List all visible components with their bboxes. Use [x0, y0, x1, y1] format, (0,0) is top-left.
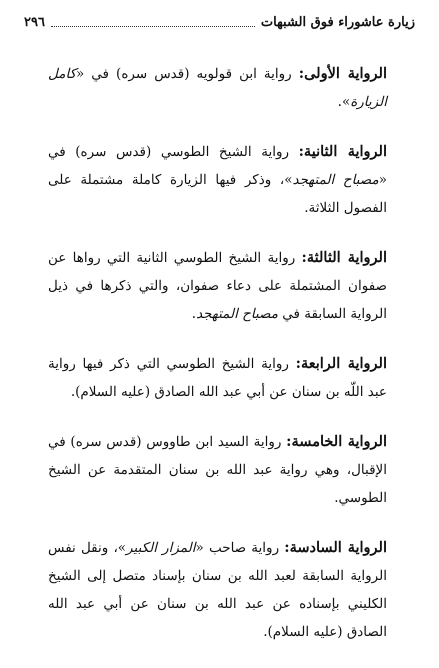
book-title: كامل الزيارة — [48, 66, 387, 110]
header-dot-leader — [51, 18, 255, 27]
paragraph-text-tail: »، وذكر فيها الزيارة كاملة مشتملة على الفصول الثلاثة. — [48, 172, 387, 216]
paragraph-text: رواية صاحب « — [195, 540, 285, 556]
paragraph-label: الرواية الأولى: — [298, 65, 387, 82]
paragraph-label: الرواية الخامسة: — [286, 433, 387, 450]
paragraph-label: الرواية السادسة: — [284, 539, 387, 556]
paragraph-text: رواية السيد ابن طاووس (قدس سره) في الإقبال، وهي رواية عبد الله بن سنان المتقدمة عن الشيخ الطوسي. — [48, 434, 387, 506]
paragraph-label: الرواية الثالثة: — [301, 249, 387, 266]
paragraph-label: الرواية الرابعة: — [295, 355, 387, 372]
running-header — [24, 10, 415, 34]
paragraph-text-tail: ». — [337, 94, 351, 110]
page-number: ٢٩٦ — [24, 14, 45, 30]
body-text — [48, 60, 387, 668]
paragraph-text: رواية الشيخ الطوسي الثانية التي رواها عن صفوان المشتملة على دعاء صفوان، والتي ذكرها في ذيل الرواية السابقة في — [48, 250, 387, 322]
header-title: زيارة عاشوراء فوق الشبهات — [260, 14, 415, 30]
paragraph-text: رواية الشيخ الطوسي التي ذكر فيها رواية عبد اللّه بن سنان عن أبي عبد الله الصادق (عليه السلام). — [48, 356, 387, 400]
paragraph-label: الرواية الثانية: — [298, 143, 387, 160]
paragraph-text-tail: . — [191, 306, 197, 322]
book-title: المزار الكبير — [126, 540, 196, 556]
paragraph-text: رواية الشيخ الطوسي (قدس سره) في « — [48, 144, 387, 188]
paragraph-text-tail: »، ونقل نفس الرواية السابقة لعبد الله بن سنان بإسناد متصل إلى الشيخ الكليني بإسناده عن عبد الله بن سنان عن أبي عبد الله الصادق (عليه السلام). — [48, 540, 387, 640]
paragraph-narration-6 — [48, 534, 387, 646]
paragraph-narration-4 — [48, 350, 387, 406]
book-title: مصباح المتهجد — [196, 306, 278, 322]
paragraph-narration-5 — [48, 428, 387, 512]
paragraph-narration-2 — [48, 138, 387, 222]
paragraph-text: رواية ابن قولويه (قدس سره) في « — [76, 66, 299, 82]
book-title: مصباح المتهجد — [292, 172, 379, 188]
paragraph-narration-1 — [48, 60, 387, 116]
paragraph-narration-3 — [48, 244, 387, 328]
